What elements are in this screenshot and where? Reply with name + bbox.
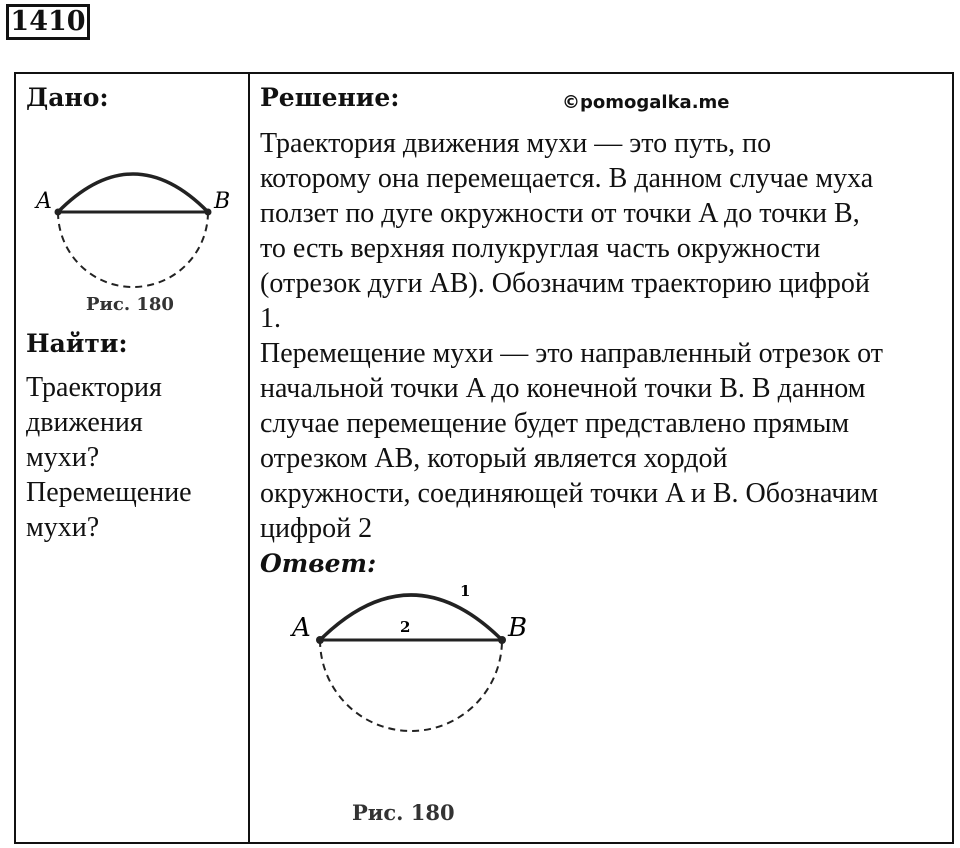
find-line: Перемещение	[26, 477, 192, 508]
arc-label: 1	[460, 582, 471, 600]
solution-line: цифрой 2	[260, 513, 373, 544]
circle-lower-dashed	[320, 640, 502, 731]
find-line: движения	[26, 407, 143, 438]
find-line: мухи?	[26, 442, 100, 473]
arc-trajectory	[320, 595, 502, 640]
given-heading: Дано:	[26, 83, 109, 112]
point-a-label: A	[292, 613, 311, 643]
solution-line: то есть верхняя полукруглая часть окружности	[260, 233, 821, 264]
given-figure	[26, 116, 240, 322]
solution-line: которому она перемещается. В данном случае муха	[260, 163, 874, 194]
solution-column	[260, 80, 950, 830]
watermark: ©pomogalka.me	[562, 92, 730, 113]
point-a-dot	[316, 636, 324, 644]
column-divider	[248, 74, 250, 842]
answer-heading: Ответ:	[260, 549, 377, 578]
point-b-dot	[205, 209, 212, 216]
point-b-label: B	[214, 189, 231, 214]
point-b-label: B	[508, 613, 528, 643]
point-a-label: A	[36, 189, 52, 214]
arc-ab	[58, 174, 208, 212]
solution-line: Траектория движения мухи — это путь, по	[260, 128, 772, 159]
solution-line: окружности, соединяющей точки A и B. Обозначим	[260, 478, 879, 509]
solution-line: ползет по дуге окружности от точки A до точки B,	[260, 198, 860, 229]
find-line: мухи?	[26, 512, 100, 543]
solution-line: случае перемещение будет представлено прямым	[260, 408, 850, 439]
solution-line: отрезком AB, который является хордой	[260, 443, 728, 474]
solution-paragraph-1	[260, 126, 950, 336]
solution-line: начальной точки A до конечной точки B. В данном	[260, 373, 866, 404]
solution-line: (отрезок дуги AB). Обозначим траекторию цифрой	[260, 268, 870, 299]
circle-lower-dashed	[58, 212, 208, 287]
given-figure-caption: Рис. 180	[86, 294, 174, 315]
find-line: Траектория	[26, 372, 162, 403]
point-a-dot	[55, 209, 62, 216]
chord-label: 2	[400, 618, 411, 636]
solution-paragraph-2	[260, 336, 950, 546]
solution-line: 1.	[260, 303, 281, 334]
solution-table	[14, 72, 954, 844]
solution-heading: Решение:	[260, 83, 400, 112]
given-column	[26, 80, 240, 545]
answer-figure-caption: Рис. 180	[352, 800, 455, 825]
find-heading: Найти:	[26, 329, 128, 358]
solution-line: Перемещение мухи — это направленный отрезок от	[260, 338, 884, 369]
answer-figure	[276, 580, 566, 830]
problem-number: 1410	[6, 4, 90, 40]
point-b-dot	[498, 636, 506, 644]
